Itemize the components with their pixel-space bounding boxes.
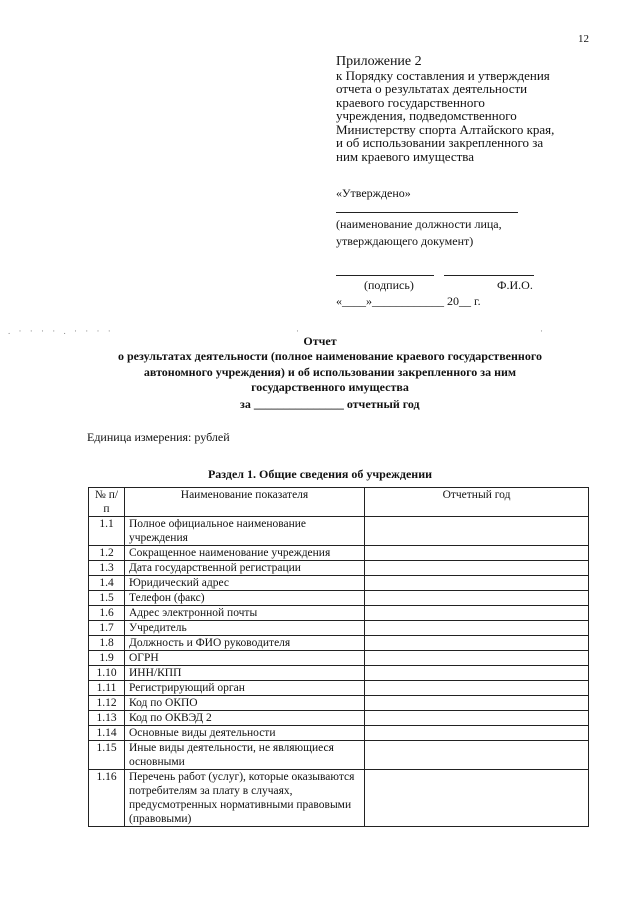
table-row — [89, 517, 589, 546]
row-value — [365, 741, 589, 770]
row-value — [365, 666, 589, 681]
appendix-line: учреждения, подведомственного — [336, 108, 517, 123]
row-value — [365, 576, 589, 591]
row-name: Полное официальное наименование учреждения — [125, 517, 365, 546]
row-num: 1.4 — [89, 576, 125, 591]
report-year-line: за _______________ отчетный год — [240, 397, 420, 411]
row-value — [365, 726, 589, 741]
appendix-header — [336, 55, 596, 163]
fio-label: Ф.И.О. — [497, 278, 533, 292]
appendix-line: отчета о результатах деятельности — [336, 81, 528, 96]
report-subtitle — [60, 349, 600, 396]
row-value — [365, 651, 589, 666]
row-num: 1.16 — [89, 770, 125, 827]
report-subtitle-line: государственного имущества — [251, 380, 409, 394]
row-name: Иные виды деятельности, не являющиеся основными — [125, 741, 365, 770]
row-num: 1.1 — [89, 517, 125, 546]
table-header-row — [89, 488, 589, 517]
approved-label: «Утверждено» — [336, 186, 411, 200]
row-name: Телефон (факс) — [125, 591, 365, 606]
row-num: 1.13 — [89, 711, 125, 726]
row-name: Адрес электронной почты — [125, 606, 365, 621]
table-row — [89, 546, 589, 561]
row-name: Основные виды деятельности — [125, 726, 365, 741]
row-num: 1.5 — [89, 591, 125, 606]
appendix-line: и об использовании закрепленного за — [336, 135, 544, 150]
signature-label: (подпись) — [364, 278, 414, 292]
row-num: 1.15 — [89, 741, 125, 770]
table-row — [89, 651, 589, 666]
table-row — [89, 726, 589, 741]
row-num: 1.3 — [89, 561, 125, 576]
header-year: Отчетный год — [365, 488, 589, 517]
table-row — [89, 696, 589, 711]
report-subtitle-line: о результатах деятельности (полное наименование краевого государственного — [118, 349, 542, 363]
general-info-table — [88, 487, 589, 827]
table-row — [89, 636, 589, 651]
row-num: 1.7 — [89, 621, 125, 636]
appendix-line: краевого государственного — [336, 94, 485, 110]
row-name: Должность и ФИО руководителя — [125, 636, 365, 651]
row-num: 1.8 — [89, 636, 125, 651]
row-value — [365, 561, 589, 576]
row-name: Учредитель — [125, 621, 365, 636]
scan-artifact: · — [296, 326, 302, 336]
row-value — [365, 770, 589, 827]
scan-artifact: · — [540, 326, 546, 336]
appendix-line: Приложение 2 — [336, 54, 422, 69]
row-num: 1.14 — [89, 726, 125, 741]
row-name: Код по ОКВЭД 2 — [125, 711, 365, 726]
table-row — [89, 741, 589, 770]
row-num: 1.11 — [89, 681, 125, 696]
fio-line — [444, 275, 534, 276]
table-row — [89, 606, 589, 621]
table-row — [89, 576, 589, 591]
row-name: Юридический адрес — [125, 576, 365, 591]
table-row — [89, 621, 589, 636]
scan-artifact: . · · · · . · · · · — [8, 326, 114, 336]
table-row — [89, 561, 589, 576]
section-title: Раздел 1. Общие сведения об учреждении — [207, 467, 433, 481]
table-row — [89, 711, 589, 726]
row-num: 1.10 — [89, 666, 125, 681]
signature-line — [336, 275, 434, 276]
row-num: 1.9 — [89, 651, 125, 666]
table-row — [89, 591, 589, 606]
appendix-line: ним краевого имущества — [336, 148, 475, 164]
report-title: Отчет — [303, 334, 337, 348]
row-value — [365, 591, 589, 606]
row-num: 1.12 — [89, 696, 125, 711]
row-name: Код по ОКПО — [125, 696, 365, 711]
table-row — [89, 666, 589, 681]
row-name: Регистрирующий орган — [125, 681, 365, 696]
row-value — [365, 546, 589, 561]
header-num: № п/п — [89, 488, 125, 517]
position-hint: (наименование должности лица, — [336, 217, 502, 231]
appendix-line: к Порядку составления и утверждения — [336, 67, 550, 83]
row-value — [365, 696, 589, 711]
row-name: Перечень работ (услуг), которые оказываются потребителям за плату в случаях, предусмотренных нормативными правовыми (правовыми) — [125, 770, 365, 827]
report-subtitle-line: автономного учреждения) и об использовании закрепленного за ним — [143, 364, 517, 379]
row-value — [365, 681, 589, 696]
row-num: 1.6 — [89, 606, 125, 621]
row-name: ОГРН — [125, 651, 365, 666]
header-name: Наименование показателя — [125, 488, 365, 517]
row-name: ИНН/КПП — [125, 666, 365, 681]
page-number: 12 — [578, 33, 589, 45]
row-value — [365, 711, 589, 726]
position-hint: утверждающего документ) — [336, 234, 474, 248]
approval-date: «____»____________ 20__ г. — [336, 294, 481, 308]
row-value — [365, 636, 589, 651]
row-num: 1.2 — [89, 546, 125, 561]
row-value — [365, 621, 589, 636]
unit-of-measure: Единица измерения: рублей — [87, 430, 230, 444]
position-line — [336, 212, 518, 213]
table-row — [89, 681, 589, 696]
row-value — [365, 606, 589, 621]
row-value — [365, 517, 589, 546]
row-name: Сокращенное наименование учреждения — [125, 546, 365, 561]
table-row — [89, 770, 589, 827]
row-name: Дата государственной регистрации — [125, 561, 365, 576]
appendix-line: Министерству спорта Алтайского края, — [336, 121, 555, 137]
